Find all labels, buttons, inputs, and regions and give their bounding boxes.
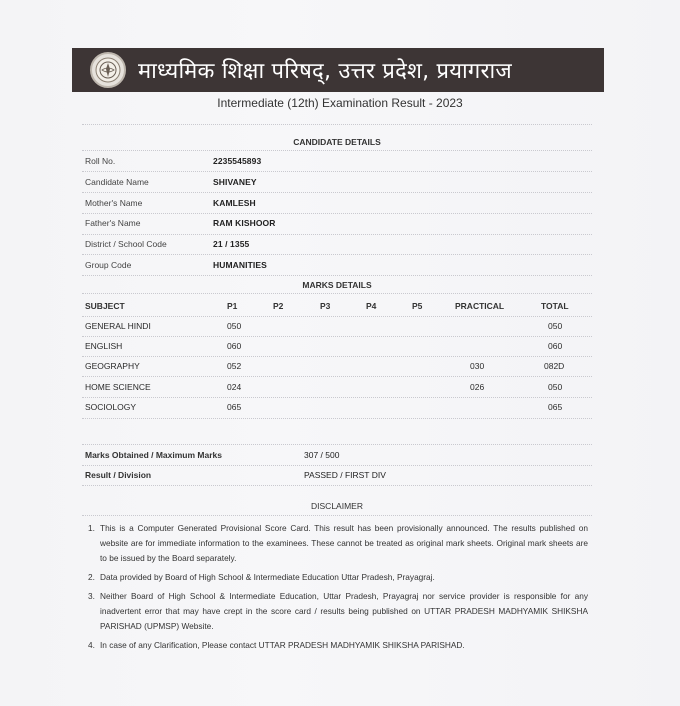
- column-header-p5: P5: [412, 301, 423, 311]
- table-row: [85, 397, 592, 417]
- column-header-total: TOTAL: [541, 301, 569, 311]
- disclaimer-item: [88, 638, 588, 653]
- exam-title: Intermediate (12th) Examination Result - 2023: [217, 96, 463, 110]
- p1-cell: 050: [227, 321, 242, 331]
- column-header-p4: P4: [366, 301, 377, 311]
- column-header-subject: SUBJECT: [85, 301, 125, 311]
- divider: [82, 515, 592, 516]
- detail-label: District / School Code: [85, 239, 167, 249]
- disclaimer-item: [88, 589, 588, 634]
- p1-cell: 024: [227, 382, 242, 392]
- disclaimer-number: 2.: [88, 572, 95, 582]
- table-row: [85, 316, 592, 336]
- total-cell: 050: [548, 321, 563, 331]
- marks-obtained-label: Marks Obtained / Maximum Marks: [85, 450, 222, 460]
- subject-cell: ENGLISH: [85, 341, 123, 351]
- detail-value: SHIVANEY: [213, 177, 257, 187]
- result-division-value: PASSED / FIRST DIV: [304, 470, 386, 480]
- p1-cell: 052: [227, 361, 242, 371]
- detail-label: Roll No.: [85, 156, 116, 166]
- p1-cell: 065: [227, 402, 242, 412]
- detail-value: RAM KISHOOR: [213, 218, 276, 228]
- detail-value: KAMLESH: [213, 198, 256, 208]
- header-banner: [72, 48, 604, 92]
- detail-value: HUMANITIES: [213, 260, 267, 270]
- upmsp-emblem-icon: [90, 52, 126, 88]
- result-division-label: Result / Division: [85, 470, 152, 480]
- marks-obtained-row: [85, 445, 592, 465]
- marks-obtained-value: 307 / 500: [304, 450, 340, 460]
- divider: [82, 418, 592, 419]
- disclaimer-number: 4.: [88, 640, 95, 650]
- total-cell: 065: [548, 402, 563, 412]
- subject-cell: GEOGRAPHY: [85, 361, 140, 371]
- detail-row-roll-no: [85, 151, 592, 171]
- table-row: [85, 336, 592, 356]
- detail-label: Mother's Name: [85, 198, 143, 208]
- column-header-p2: P2: [273, 301, 284, 311]
- marks-header-row: [85, 296, 592, 316]
- disclaimer-number: 1.: [88, 523, 95, 533]
- result-division-row: [85, 465, 592, 485]
- divider: [82, 275, 592, 276]
- detail-row-district-school: [85, 234, 592, 254]
- table-row: [85, 377, 592, 397]
- disclaimer-list: [88, 521, 588, 657]
- board-name: माध्यमिक शिक्षा परिषद्, उत्तर प्रदेश, प्रयागराज: [138, 59, 512, 84]
- detail-label: Father's Name: [85, 218, 141, 228]
- column-header-p3: P3: [320, 301, 331, 311]
- detail-value: 2235545893: [213, 156, 262, 166]
- disclaimer-number: 3.: [88, 591, 95, 601]
- total-cell: 082D: [544, 361, 565, 371]
- detail-row-mothers-name: [85, 193, 592, 213]
- disclaimer-item: [88, 521, 588, 566]
- marks-details-heading: MARKS DETAILS: [302, 280, 372, 290]
- total-cell: 060: [548, 341, 563, 351]
- detail-row-group-code: [85, 255, 592, 275]
- detail-label: Candidate Name: [85, 177, 149, 187]
- divider: [82, 124, 592, 125]
- p1-cell: 060: [227, 341, 242, 351]
- column-header-p1: P1: [227, 301, 238, 311]
- detail-row-fathers-name: [85, 213, 592, 233]
- disclaimer-heading: DISCLAIMER: [311, 501, 363, 511]
- subject-cell: HOME SCIENCE: [85, 382, 151, 392]
- table-row: [85, 356, 592, 376]
- practical-cell: 026: [470, 382, 485, 392]
- divider: [82, 293, 592, 294]
- subject-cell: GENERAL HINDI: [85, 321, 151, 331]
- detail-row-candidate-name: [85, 172, 592, 192]
- disclaimer-text: Neither Board of High School & Intermediate Education, Uttar Pradesh, Prayagraj nor service provider is responsible for any inadvertent error that may have crept in the score card / results being published on UTTAR PRADESH MADHYAMIK SHIKSHA PARISHAD (UPMSP) Website.: [100, 591, 588, 631]
- detail-label: Group Code: [85, 260, 132, 270]
- column-header-practical: PRACTICAL: [455, 301, 505, 311]
- disclaimer-text: In case of any Clarification, Please contact UTTAR PRADESH MADHYAMIK SHIKSHA PARISHAD.: [100, 640, 465, 650]
- total-cell: 050: [548, 382, 563, 392]
- disclaimer-item: [88, 570, 588, 585]
- subject-cell: SOCIOLOGY: [85, 402, 137, 412]
- detail-value: 21 / 1355: [213, 239, 250, 249]
- divider: [82, 485, 592, 486]
- candidate-details-heading: CANDIDATE DETAILS: [293, 137, 381, 147]
- disclaimer-text: Data provided by Board of High School & Intermediate Education Uttar Pradesh, Prayagraj.: [100, 572, 435, 582]
- practical-cell: 030: [470, 361, 485, 371]
- disclaimer-text: This is a Computer Generated Provisional Score Card. This result has been provisionally announced. The results published on website are for immediate information to the examinees. These cannot be treated as original mark sheets. Original mark sheets are to be issued by the Board separately.: [100, 523, 588, 563]
